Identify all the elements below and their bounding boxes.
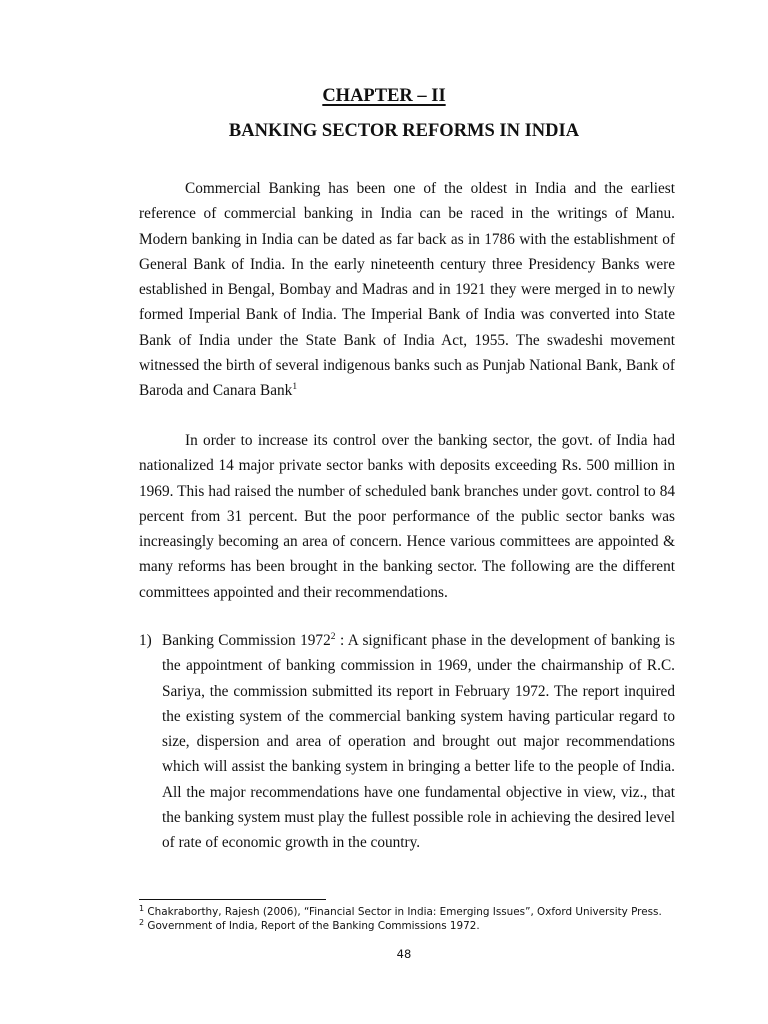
chapter-title: BANKING SECTOR REFORMS IN INDIA — [228, 121, 580, 141]
list-item-heading: Banking Commission 1972 — [162, 632, 331, 649]
list-item-text: : A significant phase in the development of banking is the appointment of banking commission in 1969, under the chairmanship of R.C. Sariya, the commission submitted its report in February 1972. The report inquired the existing system of the commercial banking system having particular regard to size, dispersion and area of operation and brought out major recommendations which will assist the banking system in bringing a better life to the people of India. All the major recommendations have one fundamental objective in view, viz., that the banking system must play the fullest possible role in achieving the desired level of rate of economic growth in the country. — [162, 632, 675, 852]
footnote-ref-2[interactable]: 2 — [330, 632, 336, 642]
footnote-divider — [139, 899, 326, 900]
footnote-1: $^1$ Chakraborthy, Rajesh (2006), “Financial Sector in India: Emerging Issues”, Oxford University Press. — [139, 904, 662, 918]
paragraph-2-text: In order to increase its control over the banking sector, the govt. of India had nationalized 14 major private sector banks with deposits exceeding Rs. 500 million in 1969. This had raised the number of scheduled bank branches under govt. control to 84 percent from 31 percent. But the poor performance of the public sector banks was increasingly becoming an area of concern. Hence various committees are appointed & many reforms has been brought in the banking sector. The following are the different committees appointed and their recommendations. — [139, 432, 675, 601]
paragraph-2 — [139, 428, 675, 605]
page-number: 48 — [396, 947, 412, 961]
list-item-number: 1) — [139, 632, 152, 649]
chapter-heading: CHAPTER – II — [322, 86, 446, 106]
paragraph-1-text: Commercial Banking has been one of the oldest in India and the earliest reference of commercial banking in India can be raced in the writings of Manu. Modern banking in India can be dated as far back as in 1786 with the establishment of General Bank of India. In the early nineteenth century three Presidency Banks were established in Bengal, Bombay and Madras and in 1921 they were merged in to newly formed Imperial Bank of India. The Imperial Bank of India was converted into State Bank of India under the State Bank of India Act, 1955. The swadeshi movement witnessed the birth of several indigenous banks such as Punjab National Bank, Bank of Baroda and Canara Bank — [139, 180, 675, 400]
paragraph-1 — [139, 176, 675, 404]
footnote-ref-1[interactable]: 1 — [292, 382, 298, 393]
footnote-2: $^2$ Government of India, Report of the Banking Commissions 1972. — [139, 918, 480, 932]
list-item-body — [162, 628, 675, 856]
